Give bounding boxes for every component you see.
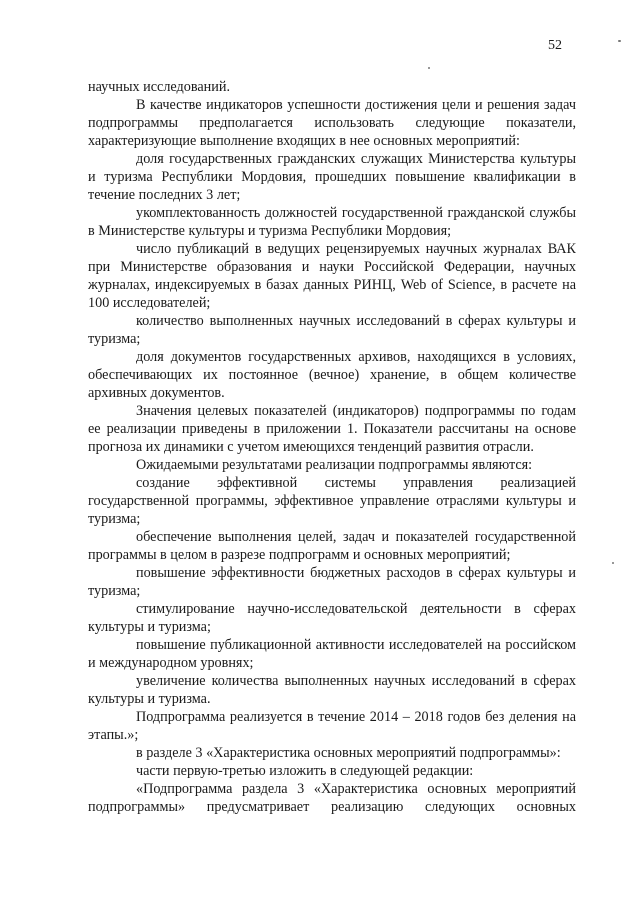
paragraph: Значения целевых показателей (индикаторов) подпрограммы по годам ее реализации приведены в приложении 1. Показатели рассчитаны на основе прогноза их динамики с учетом имеющихся тенденций развития отрасли.	[88, 403, 576, 455]
paragraph: число публикаций в ведущих рецензируемых научных журналах ВАК при Министерстве образования и науки Российской Федерации, научных журналах, индексируемых в базах данных РИНЦ, Web of Science, в расчете на 100 исследователей;	[88, 241, 576, 311]
scan-speck	[618, 40, 621, 42]
document-body	[88, 78, 576, 816]
paragraph: Ожидаемыми результатами реализации подпрограммы являются:	[136, 457, 533, 473]
paragraph: укомплектованность должностей государственной гражданской службы в Министерстве культуры и туризма Республики Мордовия;	[88, 205, 576, 239]
paragraph: повышение публикационной активности исследователей на российском и международном уровнях;	[88, 637, 576, 671]
paragraph: части первую-третью изложить в следующей редакции:	[136, 763, 474, 779]
paragraph: увеличение количества выполненных научных исследований в сферах культуры и туризма.	[88, 673, 576, 707]
paragraph: доля государственных гражданских служащих Министерства культуры и туризма Республики Мордовия, прошедших повышение квалификации в течение последних 3 лет;	[88, 151, 576, 203]
paragraph: повышение эффективности бюджетных расходов в сферах культуры и туризма;	[88, 565, 576, 599]
paragraph: обеспечение выполнения целей, задач и показателей государственной программы в целом в разрезе подпрограмм и основных мероприятий;	[88, 529, 576, 563]
scan-speck	[612, 562, 614, 564]
paragraph: создание эффективной системы управления реализацией государственной программы, эффективное управление отраслями культуры и туризма;	[88, 475, 576, 527]
paragraph: «Подпрограмма раздела 3 «Характеристика основных мероприятий подпрограммы» предусматривает реализацию следующих основных	[88, 781, 576, 815]
paragraph: научных исследований.	[88, 79, 230, 95]
paragraph: Подпрограмма реализуется в течение 2014 – 2018 годов без деления на этапы.»;	[88, 709, 576, 743]
paragraph: В качестве индикаторов успешности достижения цели и решения задач подпрограммы предполагается использовать следующие показатели, характеризующие выполнение входящих в нее основных мероприятий:	[88, 97, 576, 149]
scan-speck	[428, 67, 430, 69]
paragraph: количество выполненных научных исследований в сферах культуры и туризма;	[88, 313, 576, 347]
paragraph: в разделе 3 «Характеристика основных мероприятий подпрограммы»:	[136, 745, 561, 761]
paragraph: стимулирование научно-исследовательской деятельности в сферах культуры и туризма;	[88, 601, 576, 635]
page-number: 52	[548, 38, 562, 53]
paragraph: доля документов государственных архивов, находящихся в условиях, обеспечивающих их постоянное (вечное) хранение, в общем количестве архивных документов.	[88, 349, 576, 401]
